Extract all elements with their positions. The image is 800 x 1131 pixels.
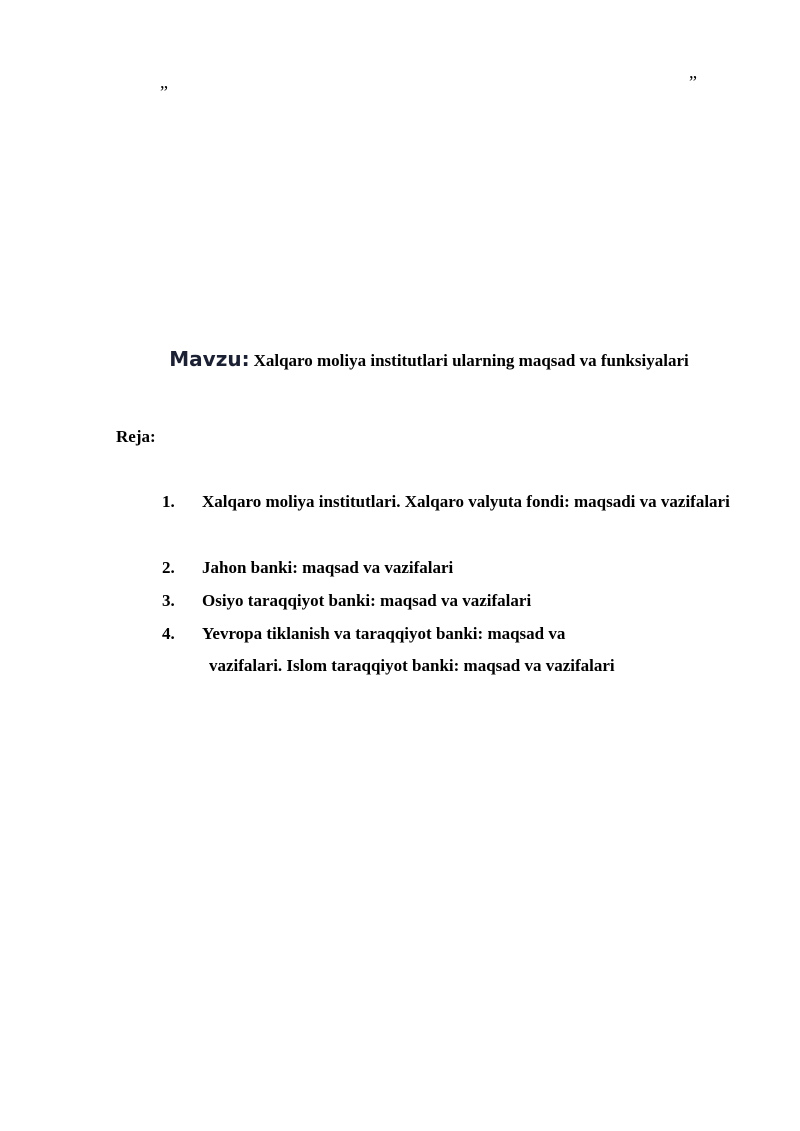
plan-item-number: 2.: [162, 558, 175, 577]
opening-quote: „: [160, 72, 168, 92]
plan-item-number: 1.: [162, 492, 175, 511]
plan-item-text: [202, 618, 639, 682]
plan-item-text: Osiyo taraqqiyot banki: maqsad va vazifalari: [202, 591, 532, 610]
plan-heading: Reja:: [116, 427, 156, 446]
topic-title: Xalqaro moliya institutlari ularning maqsad va funksiyalari: [253, 351, 689, 370]
plan-item-text: Jahon banki: maqsad va vazifalari: [202, 558, 454, 577]
closing-quote: ”: [689, 72, 697, 92]
plan-item-number: 3.: [162, 591, 175, 610]
topic-label: Mavzu:: [169, 347, 250, 371]
plan-item-text-line1: Yevropa tiklanish va taraqqiyot banki: maqsad va: [202, 624, 566, 643]
plan-item-text: Xalqaro moliya institutlari. Xalqaro valyuta fondi: maqsadi va vazifalari: [202, 492, 730, 511]
topic-line: [0, 347, 800, 371]
plan-item-text-continuation: vazifalari. Islom taraqqiyot banki: maqsad va vazifalari: [209, 656, 615, 675]
plan-item-number: 4.: [162, 624, 175, 643]
